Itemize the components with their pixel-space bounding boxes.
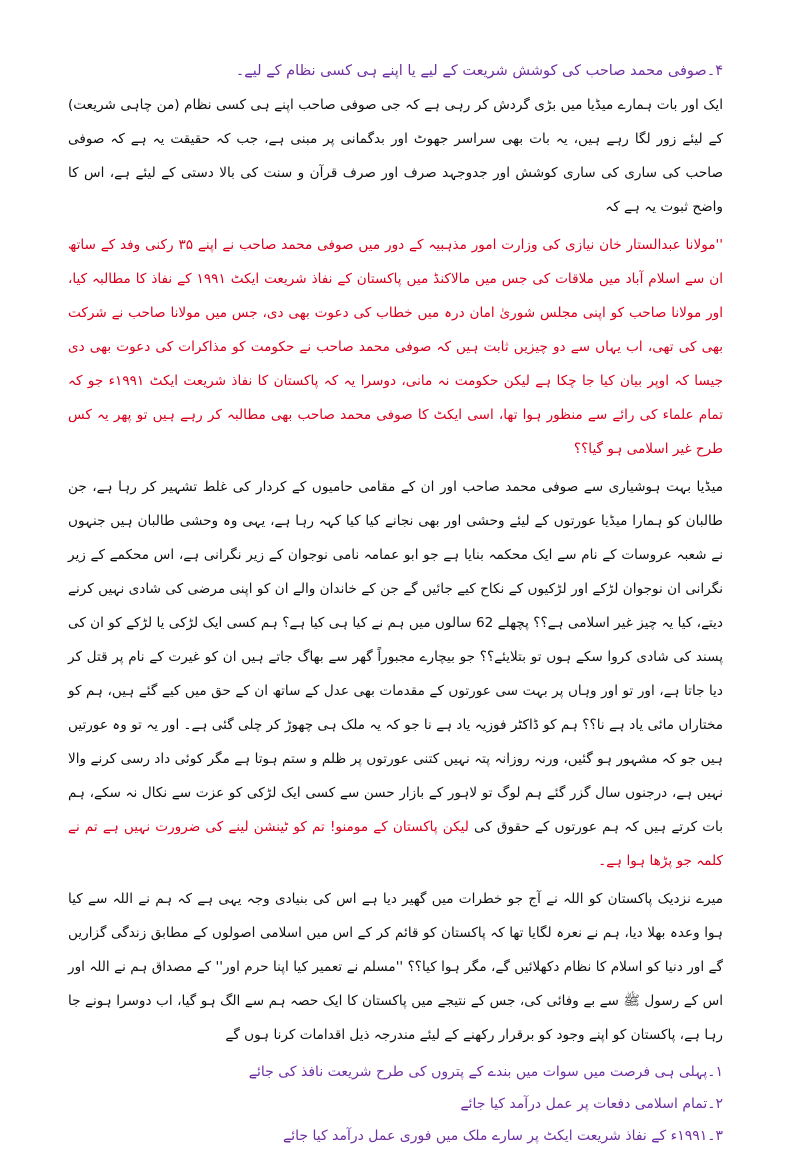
paragraph-media-taliban [68, 470, 723, 878]
paragraph-pakistan-promise: میرے نزدیک پاکستان کو اللہ نے آج جو خطرات میں گھیر دیا ہے اس کی بنیادی وجہ یہی ہے کہ ہم نے اللہ سے کیا ہوا وعدہ بھلا دیا، ہم نے نعرہ لگایا تھا کہ پاکستان کو قائم کر کے اس میں اسلامی اصولوں کے مطابق زندگی گزاریں گے اور دنیا کو اسلام کا نظام دکھلائیں گے، مگر ہوا کیا؟؟ ''مسلم نے تعمیر کیا اپنا حرم اور'' کے مصداق ہم نے اللہ اور اس کے رسول ﷺ سے بے وفائی کی، جس کے نتیجے میں پاکستان کا ایک حصہ ہم سے الگ ہو گیا، اب دوسرا ہونے جا رہا ہے، پاکستان کو اپنے وجود کو برقرار رکھنے کے لیئے مندرجہ ذیل اقدامات کرنا ہوں گے [68, 891, 723, 1043]
list-item-3: ۳۔۱۹۹۱ء کے نفاذ شریعت ایکٹ پر سارے ملک میں فوری عمل درآمد کیا جائے [283, 1128, 723, 1144]
paragraph-media-claim: ایک اور بات ہمارے میڈیا میں بڑی گردش کر رہی ہے کہ جی صوفی صاحب اپنے ہی کسی نظام (من چاہی شریعت) کے لیئے زور لگا رہے ہیں، یہ بات بھی سراسر جھوٹ اور بدگمانی پر مبنی ہے، جب کہ حقیقت یہ ہے کہ صوفی صاحب کی ساری کی ساری کوشش اور جدوجہد صرف اور صرف قرآن و سنت کی بالا دستی کے لیئے ہے، اس کا واضح ثبوت یہ ہے کہ [68, 97, 723, 215]
paragraph-believers-note: لیکن پاکستان کے مومنو! تم کو ٹینشن لینے کی ضرورت نہیں ہے تم نے کلمہ جو پڑھا ہوا ہے۔ [68, 819, 723, 869]
list-item-2: ۲۔تمام اسلامی دفعات پر عمل درآمد کیا جائے [460, 1096, 723, 1112]
section-heading: ۴۔صوفی محمد صاحب کی کوشش شریعت کے لیے یا اپنے ہی کسی نظام کے لیے۔ [235, 63, 723, 79]
list-item-1: ۱۔پہلی ہی فرصت میں سوات میں بندے کے پتروں کی طرح شریعت نافذ کی جائے [248, 1064, 723, 1080]
paragraph-quote-niazi: ''مولانا عبدالستار خان نیازی کی وزارت امور مذہبیہ کے دور میں صوفی محمد صاحب نے اپنے ۳۵ رکنی وفد کے ساتھ ان سے اسلام آباد میں ملاقات کی جس میں مالاکنڈ میں پاکستان کے نفاذ شریعت ایکٹ ۱۹۹۱ کے نفاذ کا مطالبہ کیا، اور مولانا صاحب کو اپنی مجلس شوریٰ امان درہ میں خطاب کی دعوت بھی دی، جس میں مولانا صاحب نے شرکت بھی کی تھی، اب یہاں سے دو چیزیں ثابت ہیں کہ صوفی محمد صاحب نے حکومت کو مذاکرات کی دعوت بھی دی جیسا کہ اوپر بیان کیا جا چکا ہے لیکن حکومت نہ مانی، دوسرا یہ کہ پاکستان کا نفاذ شریعت ایکٹ ۱۹۹۱ء جو کہ تمام علماء کی رائے سے منظور ہوا تھا، اسی ایکٹ کا صوفی محمد صاحب بھی مطالبہ کر رہے ہیں تو پھر یہ کس طرح غیر اسلامی ہو گیا؟؟ [68, 237, 724, 457]
paragraph-media-taliban-text: میڈیا بہت ہوشیاری سے صوفی محمد صاحب اور ان کے مقامی حامیوں کے کردار کی غلط تشہیر کر رہا ہے، جن طالبان کو ہمارا میڈیا عورتوں کے لیئے وحشی اور بھی نجانے کیا کیا کہہ رہا ہے، یہی وہ وحشی طالبان ہیں جنہوں نے شعبہ عروسات کے نام سے ایک محکمہ بنایا ہے جو ابو عمامہ نامی نوجوان کے زیر نگرانی ہے، اس محکمے کے زیر نگرانی ان نوجوان لڑکے اور لڑکیوں کے نکاح کیے جائیں گے جن کے خاندان والے ان کو اپنی مرضی کی شادی نہیں کرنے دیتے، کیا یہ چیز غیر اسلامی ہے؟؟ پچھلے 62 سالوں میں ہم نے کیا ہی کیا ہے؟ ہم کسی ایک لڑکی یا لڑکے کو ان کی پسند کی شادی کروا سکے ہوں تو بتلایئے؟؟ جو بیچارے مجبوراً گھر سے بھاگ جاتے ہیں ان کو غیرت کے نام پر قتل کر دیا جاتا ہے، اور تو اور وہاں پر بہت سی عورتوں کے مقدمات بھی عدل کے ساتھ ان کے حق میں کیے گئے ہیں، ہم کو مختاراں مائی یاد ہے نا؟؟ ہم کو ڈاکٹر فوزیہ یاد ہے نا جو کہ یہ ملک ہی چھوڑ کر چلی گئی ہے۔ اور یہ تو وہ عورتیں ہیں جو کہ مشہور ہو گئیں، ورنہ روزانہ پتہ نہیں کتنی عورتوں پر ظلم و ستم ہوتا ہے مگر کوئی داد رسی کرنے والا نہیں ہے، درجنوں سال گزر گئے ہم لوگ تو لاہور کے بازار حسن سے کسی ایک لڑکی کو عزت سے نکال نہ سکے، ہم بات کرتے ہیں کہ ہم عورتوں کے حقوق کی [68, 479, 723, 835]
